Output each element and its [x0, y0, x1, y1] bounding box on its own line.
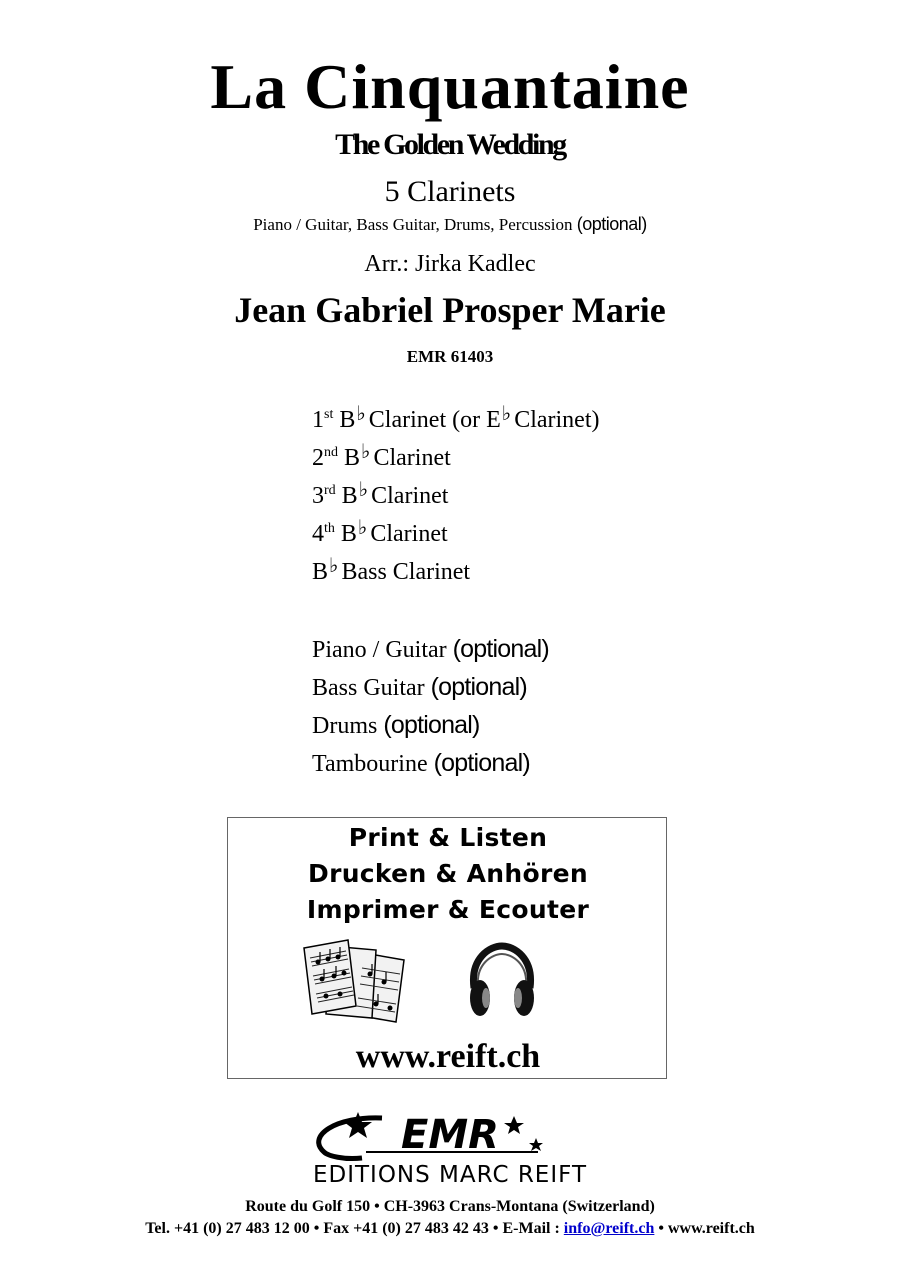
- part-name: Clarinet: [370, 521, 448, 547]
- contact-phone-fax: Tel. +41 (0) 27 483 12 00 • Fax +41 (0) 27 483 42 43 • E-Mail :: [145, 1220, 564, 1237]
- optional-part-name: Piano / Guitar: [312, 637, 447, 663]
- accompaniment-instruments: Piano / Guitar, Bass Guitar, Drums, Percussion: [253, 215, 573, 234]
- part-name: Clarinet (or E: [368, 407, 501, 433]
- headphones-icon: [466, 942, 538, 1022]
- part-key: B: [339, 407, 356, 433]
- part-key: B: [341, 483, 358, 509]
- part-item: [312, 403, 600, 434]
- part-ordinal-suffix: rd: [324, 483, 336, 498]
- optional-note: (optional): [433, 749, 530, 777]
- sheet-music-icon: [300, 938, 412, 1026]
- contact-website: • www.reift.ch: [654, 1220, 755, 1237]
- part-name: Bass Clarinet: [341, 559, 471, 585]
- flat-symbol: ♭: [329, 555, 339, 577]
- promo-line-de: Drucken & Anhören: [308, 859, 588, 888]
- promo-line-fr: Imprimer & Ecouter: [306, 895, 590, 924]
- part-ordinal: 2: [312, 445, 324, 471]
- optional-note: (optional): [452, 635, 549, 663]
- part-name: Clarinet: [373, 445, 451, 471]
- publisher-name: EDITIONS MARC REIFT: [312, 1162, 588, 1188]
- optional-part-item: [312, 711, 480, 740]
- optional-note: (optional): [383, 711, 480, 739]
- optional-note: (optional): [430, 673, 527, 701]
- flat-symbol: ♭: [361, 441, 371, 463]
- part-item: [312, 441, 451, 472]
- part-name-tail: Clarinet): [514, 407, 600, 433]
- part-ordinal-suffix: nd: [324, 445, 338, 460]
- emr-logo: [254, 1108, 646, 1188]
- flat-symbol: ♭: [356, 403, 366, 425]
- part-key: B: [340, 521, 357, 547]
- publisher-contact: [0, 1220, 900, 1238]
- flat-symbol: ♭: [357, 517, 368, 539]
- email-link[interactable]: info@reift.ch: [563, 1220, 655, 1237]
- optional-part-name: Drums: [312, 713, 378, 739]
- optional-part-item: [312, 673, 527, 702]
- part-name: Clarinet: [371, 483, 449, 509]
- part-key: B: [312, 559, 329, 585]
- part-item: [312, 555, 471, 586]
- promo-url[interactable]: www.reift.ch: [355, 1038, 541, 1075]
- part-ordinal-suffix: st: [324, 407, 334, 422]
- ensemble: 5 Clarinets: [384, 175, 516, 208]
- promo-line-en: Print & Listen: [348, 823, 548, 852]
- arranger: Arr.: Jirka Kadlec: [364, 251, 536, 277]
- flat-symbol: ♭: [501, 403, 512, 425]
- part-ordinal: 3: [312, 483, 324, 509]
- promo-box: [227, 817, 667, 1079]
- emr-logo-text: EMR: [401, 1112, 499, 1158]
- accompaniment-line: [0, 214, 900, 235]
- part-ordinal: 4: [312, 521, 324, 547]
- optional-note: (optional): [576, 214, 647, 234]
- part-item: [312, 479, 449, 510]
- part-ordinal: 1: [312, 407, 324, 433]
- optional-part-name: Bass Guitar: [312, 675, 425, 701]
- part-ordinal-suffix: th: [324, 521, 335, 536]
- optional-part-name: Tambourine: [312, 751, 428, 777]
- optional-part-item: [312, 635, 549, 664]
- publisher-address: Route du Golf 150 • CH-3963 Crans-Montana (Switzerland): [245, 1198, 655, 1215]
- page-title: La Cinquantaine: [210, 51, 690, 122]
- flat-symbol: ♭: [358, 479, 369, 501]
- part-item: [312, 517, 448, 548]
- catalog-number: EMR 61403: [406, 347, 494, 366]
- subtitle: The Golden Wedding: [335, 128, 565, 161]
- optional-part-item: [312, 749, 530, 778]
- composer: Jean Gabriel Prosper Marie: [234, 290, 666, 330]
- part-key: B: [344, 445, 361, 471]
